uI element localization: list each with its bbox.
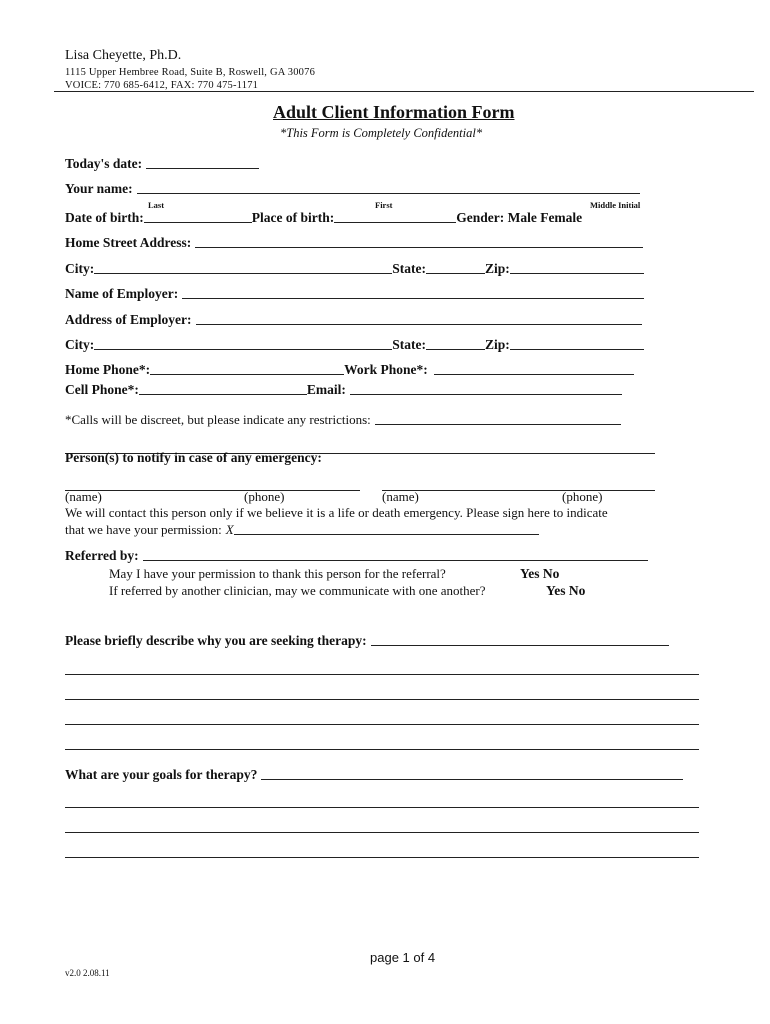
therapy-reason-line-3[interactable]	[65, 724, 699, 725]
emergency-phone-label-2: (phone)	[562, 489, 603, 504]
referral-question-2: If referred by another clinician, may we communicate with one another?	[109, 583, 486, 598]
employer-address-label: Address of Employer:	[65, 312, 192, 327]
contact-permission-text: We will contact this person only if we believe it is a life or death emergency. Please sign here to indicate	[65, 505, 608, 520]
emergency-name-label-1: (name)	[65, 489, 102, 504]
your-name-row	[65, 181, 640, 197]
calls-restrictions-field[interactable]	[375, 424, 621, 425]
contact-permission-text-2: that we have your permission:	[65, 522, 222, 537]
emergency-contact-1-field[interactable]	[65, 490, 360, 491]
employer-city-field[interactable]	[94, 349, 392, 350]
employer-city-label: City:	[65, 337, 95, 352]
place-of-birth-label: Place of birth:	[251, 210, 335, 225]
employer-state-label: State:	[392, 337, 426, 352]
home-street-row	[65, 235, 643, 251]
therapy-goals-line-1[interactable]	[65, 807, 699, 808]
form-title: Adult Client Information Form	[273, 102, 515, 122]
referred-by-field[interactable]	[143, 560, 648, 561]
therapy-goals-line-3[interactable]	[65, 857, 699, 858]
referral-question-1: May I have your permission to thank this person for the referral?	[109, 566, 446, 581]
home-state-field[interactable]	[426, 273, 485, 274]
home-street-label: Home Street Address:	[65, 235, 192, 250]
phone-row	[65, 362, 634, 378]
therapy-reason-field[interactable]	[371, 645, 669, 646]
cell-email-row	[65, 382, 622, 398]
therapy-goals-field[interactable]	[261, 779, 683, 780]
therapy-reason-row	[65, 633, 669, 649]
therapy-goals-row	[65, 767, 683, 783]
employer-name-label: Name of Employer:	[65, 286, 179, 301]
todays-date-field[interactable]	[146, 168, 259, 169]
employer-zip-label: Zip:	[485, 337, 510, 352]
your-name-label: Your name:	[65, 181, 133, 196]
practice-address: 1115 Upper Hembree Road, Suite B, Roswell, GA 30076	[65, 67, 316, 78]
employer-city-row	[65, 337, 644, 353]
header-divider	[54, 91, 754, 92]
home-city-field[interactable]	[94, 273, 392, 274]
todays-date-row	[65, 156, 259, 172]
therapy-goals-label: What are your goals for therapy?	[65, 767, 258, 782]
name-sub-last: Last	[148, 200, 165, 210]
signature-field[interactable]	[234, 534, 539, 535]
email-field[interactable]	[350, 394, 622, 395]
therapy-goals-line-2[interactable]	[65, 832, 699, 833]
therapy-reason-line-1[interactable]	[65, 674, 699, 675]
practice-contact: VOICE: 770 685-6412, FAX: 770 475-1171	[65, 80, 259, 91]
cell-phone-label: Cell Phone*:	[65, 382, 139, 397]
therapy-reason-label: Please briefly describe why you are seeking therapy:	[65, 633, 367, 648]
page-number: page 1 of 4	[370, 950, 436, 965]
emergency-label: Person(s) to notify in case of any emergency:	[65, 450, 322, 465]
place-of-birth-field[interactable]	[334, 222, 456, 223]
employer-name-row	[65, 286, 644, 302]
referral-answer-1[interactable]: Yes No	[520, 566, 560, 581]
referred-by-row	[65, 548, 648, 564]
calls-note: *Calls will be discreet, but please indicate any restrictions:	[65, 412, 371, 427]
signature-x: X	[225, 522, 234, 537]
therapy-reason-line-4[interactable]	[65, 749, 699, 750]
dob-field[interactable]	[144, 222, 252, 223]
form-subtitle: *This Form is Completely Confidential*	[280, 126, 483, 140]
email-label: Email:	[306, 382, 346, 397]
cell-phone-field[interactable]	[139, 394, 307, 395]
name-sub-middle: Middle Initial	[590, 200, 641, 210]
emergency-contact-2-field[interactable]	[382, 490, 655, 491]
gender-label[interactable]: Gender: Male Female	[456, 210, 583, 225]
your-name-field[interactable]	[137, 193, 640, 194]
signature-row	[65, 522, 539, 538]
practitioner-name: Lisa Cheyette, Ph.D.	[65, 48, 182, 63]
birth-row	[65, 210, 582, 226]
emergency-phone-label-1: (phone)	[244, 489, 285, 504]
home-phone-field[interactable]	[150, 374, 344, 375]
referral-answer-2[interactable]: Yes No	[546, 583, 586, 598]
calls-row	[65, 412, 621, 428]
home-state-label: State:	[392, 261, 426, 276]
home-zip-label: Zip:	[485, 261, 510, 276]
dob-label: Date of birth:	[65, 210, 144, 225]
employer-zip-field[interactable]	[510, 349, 644, 350]
todays-date-label: Today's date:	[65, 156, 143, 171]
home-street-field[interactable]	[195, 247, 643, 248]
employer-state-field[interactable]	[426, 349, 485, 350]
home-city-label: City:	[65, 261, 95, 276]
name-sub-first: First	[375, 200, 393, 210]
version-label: v2.0 2.08.11	[65, 968, 110, 978]
employer-address-field[interactable]	[196, 324, 642, 325]
home-zip-field[interactable]	[510, 273, 644, 274]
home-phone-label: Home Phone*:	[65, 362, 151, 377]
employer-name-field[interactable]	[182, 298, 644, 299]
employer-address-row	[65, 312, 642, 328]
work-phone-field[interactable]	[434, 374, 634, 375]
referred-by-label: Referred by:	[65, 548, 139, 563]
therapy-reason-line-2[interactable]	[65, 699, 699, 700]
home-city-row	[65, 261, 644, 277]
emergency-name-label-2: (name)	[382, 489, 419, 504]
work-phone-label: Work Phone*:	[344, 362, 428, 377]
